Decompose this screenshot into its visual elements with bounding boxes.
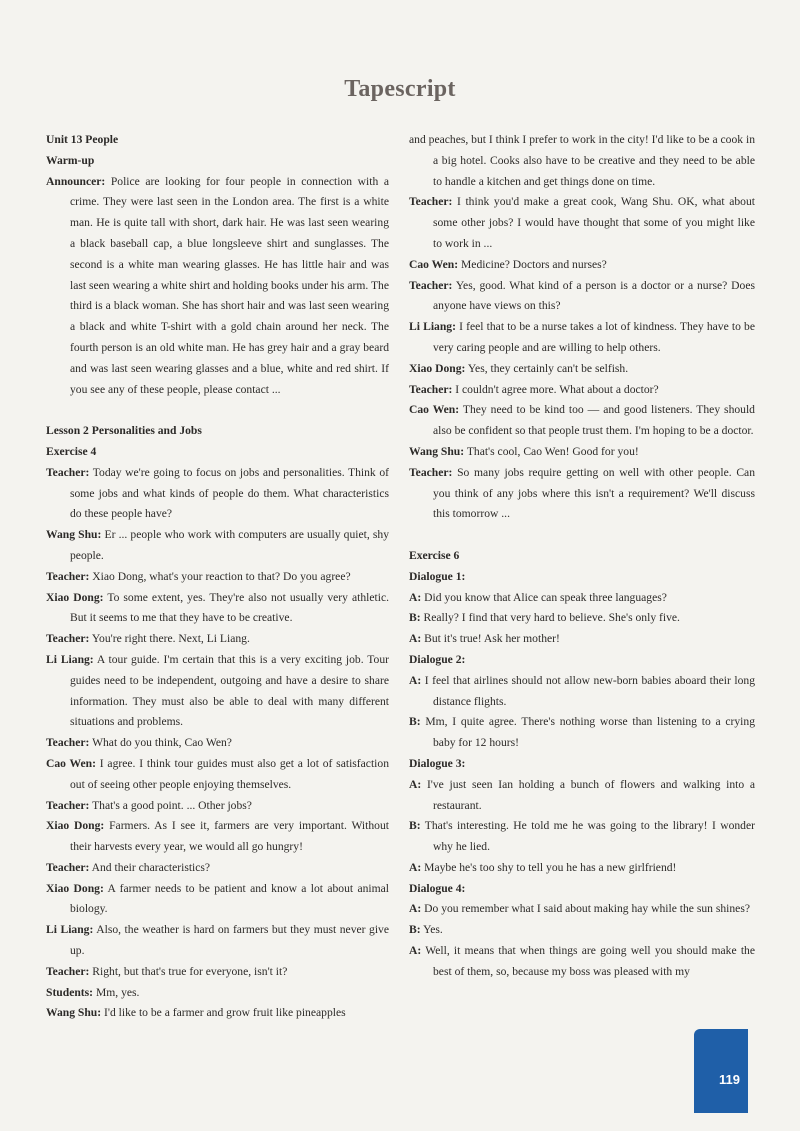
spoken-text: Really? I find that very hard to believe. She's only five.	[423, 611, 680, 625]
speaker-name: Teacher:	[46, 569, 90, 583]
page-number: 119	[719, 1072, 740, 1087]
dialogue-turn	[409, 899, 755, 920]
section-heading: Exercise 4	[46, 444, 97, 458]
spoken-text: Right, but that's true for everyone, isn't it?	[92, 964, 288, 978]
dialogue-turn	[46, 858, 389, 879]
spoken-text: So many jobs require getting on well with other people. Can you think of any jobs where this isn't a requirement? We'll discuss this tomorrow ...	[433, 465, 755, 521]
section-heading: Lesson 2 Personalities and Jobs	[46, 424, 202, 438]
speaker-name: B:	[409, 715, 421, 729]
spoken-text: I feel that to be a nurse takes a lot of kindness. They have to be very caring people and are willing to help others.	[433, 320, 755, 354]
dialogue-turn	[409, 920, 755, 941]
spoken-text: A tour guide. I'm certain that this is a very exciting job. Tour guides need to be independent, outgoing and have a desire to share information. They must also be able to deal with many different situations and problems.	[70, 652, 389, 729]
speaker-name: Teacher:	[46, 465, 90, 479]
spoken-text: Mm, I quite agree. There's nothing worse than listening to a crying baby for 12 hours!	[425, 715, 755, 750]
speaker-name: Teacher:	[409, 278, 453, 292]
spoken-text: Er ... people who work with computers are usually quiet, shy people.	[70, 528, 389, 562]
dialogue-turn	[46, 1003, 389, 1024]
spoken-text: I think you'd make a great cook, Wang Shu. OK, what about some other jobs? I would have thought that some of you might like to work in ...	[433, 195, 755, 250]
speaker-name: Xiao Dong:	[409, 361, 466, 375]
dialogue-turn	[46, 629, 389, 650]
spoken-text: Xiao Dong, what's your reaction to that? Do you agree?	[92, 569, 351, 583]
section-heading: Dialogue 3:	[409, 756, 466, 770]
speaker-name: Wang Shu:	[46, 528, 102, 542]
section-gap	[46, 400, 389, 421]
dialogue-turn	[409, 442, 755, 463]
speaker-name: Li Liang:	[46, 652, 94, 666]
spoken-text: A farmer needs to be patient and know a lot about animal biology.	[70, 881, 389, 916]
dialogue-turn	[409, 380, 755, 401]
dialogue-turn	[409, 816, 755, 858]
spoken-text: But it's true! Ask her mother!	[424, 632, 560, 646]
speaker-name: Cao Wen:	[409, 257, 459, 271]
speaker-name: Teacher:	[409, 195, 453, 209]
speaker-name: A:	[409, 590, 422, 604]
dialogue-turn	[409, 276, 755, 318]
dialogue-turn	[46, 983, 389, 1004]
spoken-text: That's interesting. He told me he was going to the library! I wonder why he lied.	[424, 819, 755, 854]
dialogue-turn	[409, 359, 755, 380]
spoken-text: I couldn't agree more. What about a doctor?	[455, 382, 659, 396]
spoken-text: Also, the weather is hard on farmers but they must never give up.	[70, 923, 389, 958]
dialogue-turn	[409, 858, 755, 879]
spoken-text: I'd like to be a farmer and grow fruit like pineapples	[104, 1006, 346, 1020]
spoken-text: And their characteristics?	[91, 860, 211, 874]
page-number-tab	[694, 1029, 748, 1113]
spoken-text: Maybe he's too shy to tell you he has a new girlfriend!	[424, 860, 677, 874]
speaker-name: B:	[409, 923, 421, 937]
speaker-name: B:	[409, 819, 421, 833]
page-title: Tapescript	[344, 76, 456, 102]
dialogue-turn	[409, 941, 755, 983]
dialogue-turn	[46, 567, 389, 588]
dialogue-turn	[409, 192, 755, 254]
speaker-name: A:	[409, 673, 422, 687]
speaker-name: Teacher:	[409, 465, 453, 479]
speaker-name: Teacher:	[46, 860, 90, 874]
speaker-name: Teacher:	[46, 632, 90, 646]
dialogue-turn	[46, 463, 389, 525]
spoken-text: They need to be kind too — and good listeners. They should also be confident so that people trust them. I'm hoping to be a doctor.	[433, 403, 755, 438]
speaker-name: Wang Shu:	[46, 1006, 102, 1020]
dialogue-turn	[46, 172, 389, 401]
dialogue-turn	[409, 317, 755, 359]
spoken-text: Yes, they certainly can't be selfish.	[467, 361, 629, 375]
spoken-text: Farmers. As I see it, farmers are very important. Without their harvests every year, we would all go hungry!	[70, 819, 389, 854]
spoken-text: I feel that airlines should not allow new-born babies aboard their long distance flights.	[424, 673, 755, 708]
speaker-name: Xiao Dong:	[46, 819, 105, 833]
left-column	[46, 130, 389, 1024]
spoken-text: That's a good point. ... Other jobs?	[92, 798, 252, 812]
dialogue-turn	[46, 588, 389, 630]
section-heading: Dialogue 1:	[409, 569, 466, 583]
speaker-name: Teacher:	[46, 736, 90, 750]
spoken-text: Medicine? Doctors and nurses?	[460, 257, 607, 271]
section-heading: Warm-up	[46, 153, 95, 167]
dialogue-turn	[409, 671, 755, 713]
dialogue-turn	[409, 588, 755, 609]
spoken-text: Do you remember what I said about making hay while the sun shines?	[424, 902, 750, 916]
speaker-name: Cao Wen:	[46, 756, 96, 770]
speaker-name: Li Liang:	[46, 923, 94, 937]
dialogue-turn	[46, 525, 389, 567]
speaker-name: Announcer:	[46, 174, 106, 188]
spoken-text: To some extent, yes. They're also not usually very athletic. But it seems to me that they have to be creative.	[70, 590, 389, 625]
speaker-name: B:	[409, 611, 421, 625]
speaker-name: Teacher:	[409, 382, 453, 396]
dialogue-turn	[46, 754, 389, 796]
speaker-name: A:	[409, 860, 422, 874]
dialogue-turn	[409, 255, 755, 276]
spoken-text: You're right there. Next, Li Liang.	[91, 632, 250, 646]
dialogue-turn	[46, 920, 389, 962]
right-column	[409, 130, 755, 983]
dialogue-turn	[409, 712, 755, 754]
speaker-name: A:	[409, 944, 422, 958]
speaker-name: A:	[409, 632, 422, 646]
spoken-text: and peaches, but I think I prefer to work in the city! I'd like to be a cook in a big hotel. Cooks also have to be creative and they need to be able to handle a kitchen and get things done on time.	[409, 133, 755, 188]
section-gap	[409, 525, 755, 546]
section-heading: Dialogue 2:	[409, 652, 466, 666]
spoken-text: Yes.	[423, 923, 443, 937]
dialogue-turn	[46, 962, 389, 983]
spoken-text: What do you think, Cao Wen?	[92, 736, 232, 750]
spoken-text: Well, it means that when things are going well you should make the best of them, so, because my boss was pleased with my	[425, 944, 755, 978]
dialogue-turn	[409, 130, 755, 192]
section-heading: Unit 13 People	[46, 133, 119, 146]
dialogue-turn	[46, 816, 389, 858]
speaker-name: A:	[409, 777, 422, 791]
dialogue-turn	[409, 775, 755, 817]
dialogue-turn	[409, 608, 755, 629]
speaker-name: Teacher:	[46, 798, 90, 812]
dialogue-turn	[46, 796, 389, 817]
dialogue-turn	[409, 400, 755, 442]
spoken-text: Police are looking for four people in connection with a crime. They were last seen in the London area. The first is a white man. He is quite tall with short, dark hair. He was last seen wearing a black baseball cap, a blue longsleeve shirt and sunglasses. The second is a white man wearing glasses. He has little hair and was last seen wearing a white shirt and holding books under his arm. The third is a black woman. She has short hair and was last seen wearing a black and white T-shirt with a gold chain around her neck. The fourth person is an old white man. He has grey hair and a gray beard and was last seen wearing glasses and a blue, white and red shirt. If you see any of these people, please contact ...	[70, 174, 389, 396]
section-heading: Dialogue 4:	[409, 881, 466, 895]
speaker-name: Li Liang:	[409, 320, 456, 334]
speaker-name: Students:	[46, 985, 94, 999]
speaker-name: Xiao Dong:	[46, 881, 104, 895]
spoken-text: Mm, yes.	[95, 985, 140, 999]
spoken-text: I agree. I think tour guides must also get a lot of satisfaction out of seeing other people enjoying themselves.	[70, 756, 389, 791]
speaker-name: Teacher:	[46, 964, 90, 978]
dialogue-turn	[409, 629, 755, 650]
spoken-text: Did you know that Alice can speak three languages?	[424, 590, 667, 604]
spoken-text: Today we're going to focus on jobs and personalities. Think of some jobs and what kinds of people do them. What characteristics do these people have?	[70, 465, 389, 521]
speaker-name: Cao Wen:	[409, 403, 460, 417]
section-heading: Exercise 6	[409, 548, 460, 562]
spoken-text: I've just seen Ian holding a bunch of flowers and walking into a restaurant.	[426, 777, 755, 812]
speaker-name: A:	[409, 902, 422, 916]
spoken-text: Yes, good. What kind of a person is a doctor or a nurse? Does anyone have views on this?	[433, 278, 755, 313]
speaker-name: Xiao Dong:	[46, 590, 104, 604]
dialogue-turn	[409, 463, 755, 525]
dialogue-turn	[46, 650, 389, 733]
spoken-text: That's cool, Cao Wen! Good for you!	[466, 444, 639, 458]
dialogue-turn	[46, 733, 389, 754]
speaker-name: Wang Shu:	[409, 444, 465, 458]
dialogue-turn	[46, 879, 389, 921]
